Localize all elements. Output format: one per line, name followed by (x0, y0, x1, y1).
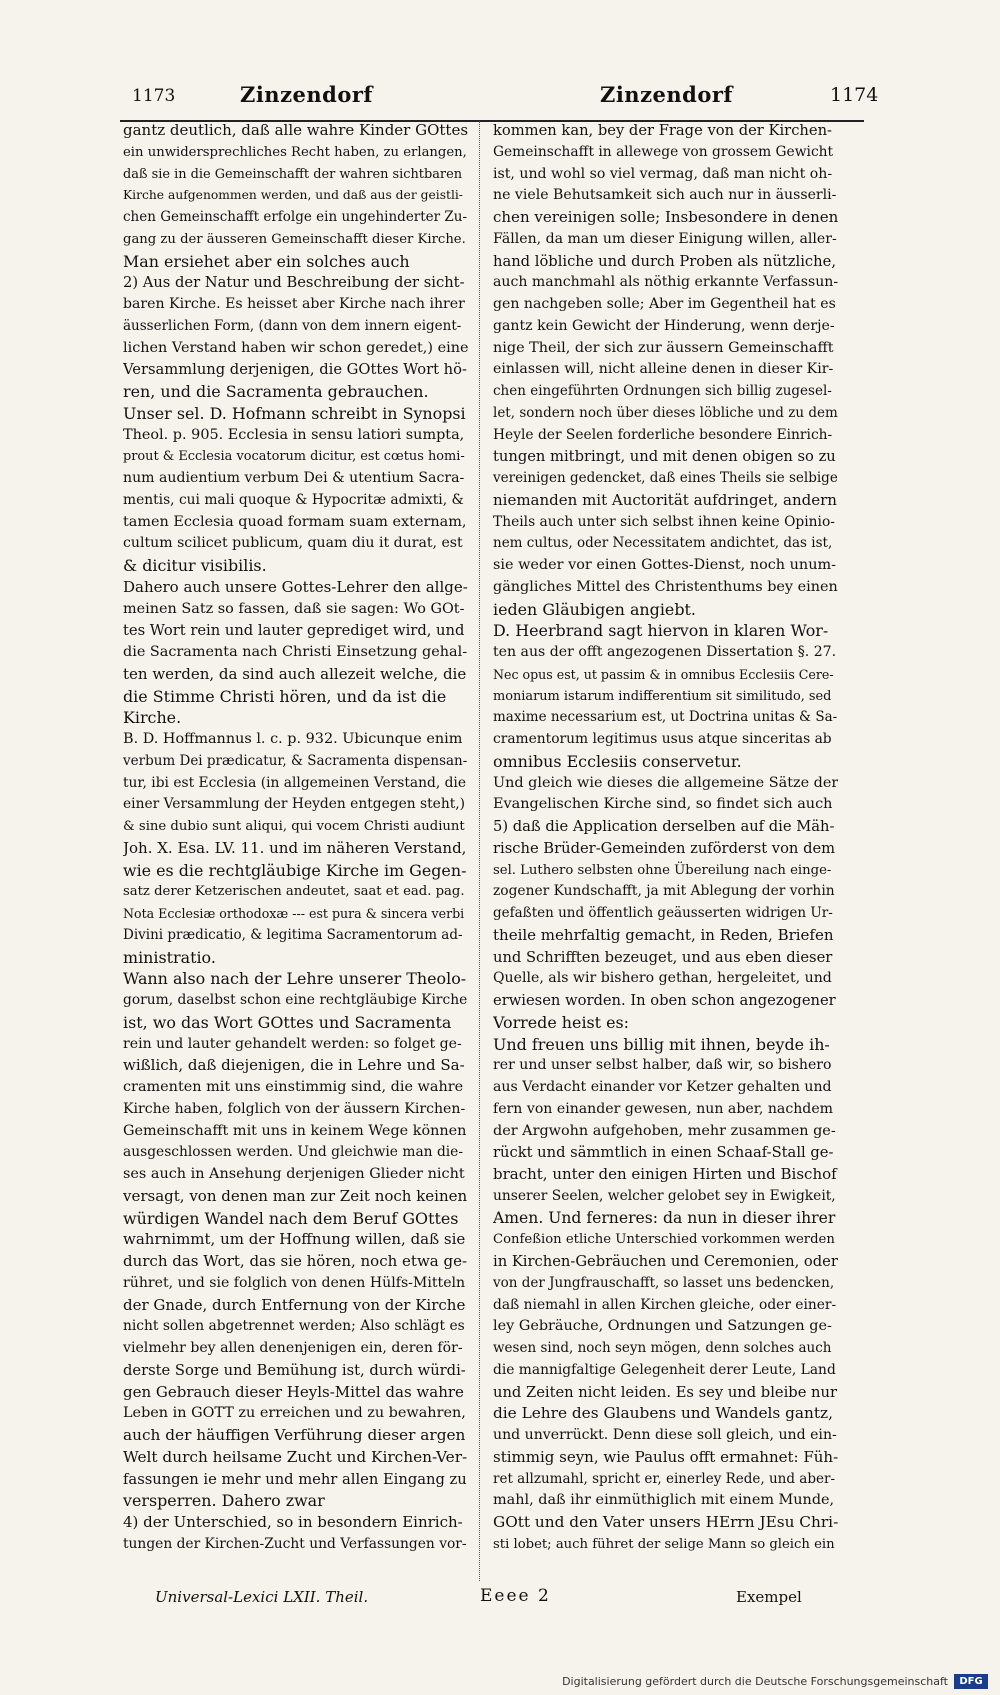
text-line: chen eingeführten Ordnungen sich billig zugesel- (493, 383, 832, 399)
text-line: einlassen will, nicht alleine denen in dieser Kir- (493, 361, 834, 378)
text-line: mahl, daß ihr einmüthiglich mit einem Munde, (493, 1492, 835, 1509)
right-running-head: Zinzendorf (600, 82, 733, 107)
text-line: Vorrede heist es: (493, 1012, 630, 1032)
text-line: & dicitur visibilis. (123, 556, 267, 575)
text-line: aus Verdacht einander vor Ketzer gehalten und (493, 1079, 832, 1095)
text-line: versagt, von denen man zur Zeit noch keinen (123, 1186, 468, 1205)
text-line: theile mehrfaltig gemacht, in Reden, Briefen (493, 925, 834, 944)
text-line: rein und lauter gehandelt werden: so folget ge- (123, 1035, 462, 1052)
text-line: Fällen, da man um dieser Einigung willen, aller- (493, 230, 837, 247)
text-line: 2) Aus der Natur und Beschreibung der sicht- (123, 274, 465, 292)
right-column-number: 1174 (830, 84, 879, 106)
text-line: in Kirchen-Gebräuchen und Ceremonien, oder (493, 1253, 838, 1270)
dfg-logo: DFG (954, 1674, 988, 1689)
text-line: sel. Luthero selbsten ohne Übereilung nach einge- (493, 862, 832, 878)
text-line: Unser sel. D. Hofmann schreibt in Synopsi (123, 403, 466, 423)
text-line: derste Sorge und Bemühung ist, durch würdi- (123, 1361, 466, 1379)
text-line: Gemeinschafft in allewege von grossem Gewicht (493, 143, 834, 160)
text-line: ieden Gläubigen angiebt. (493, 599, 696, 619)
text-line: rische Brüder-Gemeinden zuförderst von dem (493, 839, 836, 857)
right-text-column (493, 120, 838, 1556)
sheet-signature: Eeee 2 (480, 1586, 551, 1606)
text-line: die Sacramenta nach Christi Einsetzung gehal- (123, 644, 468, 660)
text-line: ist, und wohl so viel vermag, daß man nicht oh- (493, 165, 833, 182)
text-line: erwiesen worden. In oben schon angezogener (493, 992, 836, 1009)
text-line: ren, und die Sacramenta gebrauchen. (123, 382, 429, 401)
text-line: auch manchmahl als nöthig erkannte Verfassun- (493, 274, 838, 291)
text-line: gefaßten und öffentlich geäusserten widrigen Ur- (493, 905, 833, 921)
text-line: gängliches Mittel des Christenthums bey einen (493, 578, 838, 595)
page-footer (120, 1588, 864, 1612)
text-line: Leben in GOTT zu erreichen und zu bewahren, (123, 1405, 466, 1422)
text-line: ministratio. (123, 947, 216, 967)
text-line: Kirche. (123, 708, 182, 728)
text-line: rühret, und sie folglich von denen Hülfs-Mitteln (123, 1274, 466, 1291)
text-line: maxime necessarium est, ut Doctrina unitas & Sa- (493, 709, 838, 726)
text-line: lichen Verstand haben wir schon geredet,) eine (123, 339, 468, 356)
text-line: cultum scilicet publicum, quam diu it durat, est (123, 535, 463, 552)
text-line: Divini prædicatio, & legitima Sacramentorum ad- (123, 926, 463, 943)
text-line: fern von einander gewesen, nun aber, nachdem (493, 1100, 834, 1117)
text-line: sti lobet; auch führet der selige Mann so gleich ein (493, 1536, 835, 1552)
volume-signature: Universal-Lexici LXII. Theil. (155, 1588, 369, 1606)
text-line: mentis, cui mali quoque & Hypocritæ admixti, & (123, 491, 464, 508)
digitization-bar (0, 1670, 1000, 1695)
text-line: würdigen Wandel nach dem Beruf GOttes (123, 1208, 459, 1228)
text-line: gang zu der äusseren Gemeinschafft dieser Kirche. (123, 231, 466, 247)
digitization-notice: Digitalisierung gefördert durch die Deutsche Forschungsgemeinschaft (562, 1675, 948, 1688)
text-line: let, sondern noch über dieses löbliche und zu dem (493, 404, 838, 421)
text-line: nige Theil, der sich zur äussern Gemeinschafft (493, 339, 834, 356)
text-line: kommen kan, bey der Frage von der Kirchen- (493, 122, 832, 139)
text-line: ne viele Behutsamkeit sich auch nur in äusserli- (493, 187, 837, 204)
text-line: Amen. Und ferneres: da nun in dieser ihrer (493, 1208, 836, 1227)
text-line: chen Gemeinschafft erfolge ein ungehinderter Zu- (123, 209, 468, 225)
text-line: hand löbliche und durch Proben als nützliche, (493, 252, 836, 270)
text-line: Nec opus est, ut passim & in omnibus Ecclesiis Cere- (493, 666, 834, 682)
text-line: vereinigen gedencket, daß eines Theils sie selbige (493, 470, 838, 486)
text-line: baren Kirche. Es heisset aber Kirche nach ihrer (123, 296, 465, 312)
text-line: rer und unser selbst halber, daß wir, so bishero (493, 1057, 832, 1074)
text-line: Quelle, als wir bishero gethan, hergeleitet, und (493, 970, 832, 987)
text-line: fassungen ie mehr und mehr allen Eingang zu (123, 1470, 467, 1488)
text-line: wie es die rechtgläubige Kirche im Gegen- (123, 860, 467, 880)
text-line: sie weder vor einen Gottes-Dienst, noch unum- (493, 557, 836, 573)
text-line: die mannigfaltige Gelegenheit derer Leute, Land (493, 1361, 836, 1378)
text-line: Wann also nach der Lehre unserer Theolo- (123, 969, 467, 989)
text-line: Gemeinschafft mit uns in keinem Wege können (123, 1122, 467, 1139)
text-line: daß sie in die Gemeinschafft der wahren sichtbaren (123, 166, 463, 182)
text-line: versperren. Dahero zwar (123, 1491, 325, 1511)
text-line: cramenten mit uns einstimmig sind, die wahre (123, 1079, 464, 1095)
text-line: Versammlung derjenigen, die GOttes Wort hö- (123, 361, 467, 379)
text-line: gen Gebrauch dieser Heyls-Mittel das wahre (123, 1382, 464, 1401)
text-line: & sine dubio sunt aliqui, qui vocem Christi audiunt (123, 819, 465, 834)
text-line: durch das Wort, das sie hören, noch etwa ge- (123, 1252, 468, 1270)
text-line: Welt durch heilsame Zucht und Kirchen-Ver- (123, 1447, 468, 1466)
page-header (120, 80, 879, 120)
text-line: moniarum istarum indifferentium sit similitudo, sed (493, 688, 832, 704)
text-line: Man ersiehet aber ein solches auch (123, 251, 410, 271)
text-line: 5) daß die Application derselben auf die Mäh- (493, 818, 835, 835)
text-line: nicht sollen abgetrennet werden; Also schlägt es (123, 1318, 465, 1335)
text-line: satz derer Ketzerischen andeutet, saat et ead. pag. (123, 884, 465, 900)
text-line: äusserlichen Form, (dann von dem innern eigent- (123, 317, 462, 334)
left-text-column (123, 120, 468, 1556)
text-line: stimmig seyn, wie Paulus offt ermahnet: Füh- (493, 1447, 838, 1466)
text-line: tur, ibi est Ecclesia (in allgemeinen Verstand, die (123, 774, 467, 791)
text-line: ten aus der offt angezogenen Dissertation §. 27. (493, 644, 837, 660)
text-line: D. Heerbrand sagt hiervon in klaren Wor- (493, 621, 829, 641)
text-line: tamen Ecclesia quoad formam suam externam, (123, 513, 467, 530)
text-line: wesen sind, noch seyn mögen, denn solches auch (493, 1340, 832, 1356)
text-line: B. D. Hoffmannus l. c. p. 932. Ubicunque enim (123, 731, 463, 747)
text-line: Dahero auch unsere Gottes-Lehrer den allge- (123, 577, 468, 596)
text-line: GOtt und den Vater unsers HErrn JEsu Chri- (493, 1513, 838, 1531)
text-line: einer Versammlung der Heyden entgegen steht,) (123, 796, 466, 813)
text-line: der Gnade, durch Entfernung von der Kirche (123, 1295, 466, 1314)
text-line: wißlich, daß diejenigen, die in Lehre und Sa- (123, 1056, 465, 1075)
text-line: und Schrifften bezeuget, und aus eben dieser (493, 948, 833, 966)
column-divider (479, 121, 481, 1581)
text-line: ein unwidersprechliches Recht haben, zu erlangen, (123, 144, 467, 160)
text-line: nem cultus, oder Necessitatem andichtet, das ist, (493, 535, 833, 552)
text-line: die Lehre des Glaubens und Wandels gantz, (493, 1404, 833, 1423)
text-line: rückt und sämmtlich in einen Schaaf-Stall ge- (493, 1144, 834, 1162)
text-line: Confeßion etliche Unterschied vorkommen werden (493, 1232, 835, 1248)
text-line: tungen der Kirchen-Zucht und Verfassungen vor- (123, 1535, 467, 1552)
text-line: gorum, daselbst schon eine rechtgläubige Kirche (123, 992, 468, 1008)
text-line: ses auch in Ansehung derjenigen Glieder nicht (123, 1166, 465, 1182)
text-line: und Zeiten nicht leiden. Es sey und bleibe nur (493, 1383, 838, 1401)
text-line: Joh. X. Esa. LV. 11. und im näheren Verstand, (123, 838, 467, 857)
text-line: Theol. p. 905. Ecclesia in sensu latiori sumpta, (123, 426, 465, 443)
text-line: unserer Seelen, welcher gelobet sey in Ewigkeit, (493, 1187, 836, 1204)
text-line: prout & Ecclesia vocatorum dicitur, est cœtus homi- (123, 449, 465, 465)
text-line: der Argwohn aufgehoben, mehr zusammen ge- (493, 1122, 836, 1139)
text-line: und unverrückt. Denn diese soll gleich, und ein- (493, 1427, 837, 1443)
text-line: gen nachgeben solle; Aber im Gegentheil hat es (493, 296, 836, 312)
text-line: tes Wort rein und lauter geprediget wird, und (123, 622, 465, 640)
text-line: 4) der Unterschied, so in besondern Einrich- (123, 1513, 463, 1531)
text-line: die Stimme Christi hören, und da ist die (123, 686, 447, 706)
text-line: tungen mitbringt, und mit denen obigen so zu (493, 448, 836, 466)
text-line: Und freuen uns billig mit ihnen, beyde ih- (493, 1034, 830, 1054)
text-line: ausgeschlossen werden. Und gleichwie man die- (123, 1144, 464, 1161)
left-column-number: 1173 (132, 86, 176, 106)
text-line: Theils auch unter sich selbst ihnen keine Opinio- (493, 513, 835, 530)
text-line: zogener Kundschafft, ja mit Ablegung der vorhin (493, 883, 835, 900)
text-line: Und gleich wie dieses die allgemeine Sätze der (493, 774, 838, 791)
left-running-head: Zinzendorf (240, 82, 373, 107)
text-line: ist, wo das Wort GOttes und Sacramenta (123, 1012, 452, 1032)
text-line: auch der häuffigen Verführung dieser argen (123, 1426, 466, 1444)
text-line: gantz kein Gewicht der Hinderung, wenn derje- (493, 317, 835, 334)
text-line: ret allzumahl, spricht er, einerley Rede, und aber- (493, 1470, 836, 1487)
text-line: bracht, unter den einigen Hirten und Bischof (493, 1165, 837, 1183)
text-line: Nota Ecclesiæ orthodoxæ --- est pura & sincera verbi (123, 906, 465, 921)
text-line: von der Jungfrauschafft, so lasset uns bedencken, (493, 1274, 835, 1291)
text-line: Evangelischen Kirche sind, so findet sich auch (493, 796, 833, 813)
text-line: Heyle der Seelen forderliche besondere Einrich- (493, 426, 833, 443)
text-line: Kirche aufgenommen werden, und daß aus der geistli- (123, 188, 463, 203)
text-line: wahrnimmt, um der Hoffnung willen, daß sie (123, 1230, 466, 1249)
text-line: ten werden, da sind auch allezeit welche, die (123, 664, 467, 683)
text-line: Kirche haben, folglich von der äussern Kirchen- (123, 1100, 466, 1117)
text-line: cramentorum legitimus usus atque sinceritas ab (493, 731, 832, 747)
text-line: verbum Dei prædicatur, & Sacramenta dispensan- (123, 752, 468, 769)
text-line: gantz deutlich, daß alle wahre Kinder GOttes (123, 121, 468, 139)
catchword: Exempel (736, 1588, 802, 1606)
text-line: num audientium verbum Dei & utentium Sacra- (123, 470, 465, 486)
text-line: omnibus Ecclesiis conservetur. (493, 751, 742, 771)
text-line: daß niemahl in allen Kirchen gleiche, oder einer- (493, 1296, 837, 1313)
text-line: ley Gebräuche, Ordnungen und Satzungen ge- (493, 1318, 832, 1335)
text-line: meinen Satz so fassen, daß sie sagen: Wo GOt- (123, 600, 465, 617)
text-line: niemanden mit Auctorität aufdringet, andern (493, 490, 837, 509)
text-line: vielmehr bey allen denenjenigen ein, deren för- (123, 1340, 463, 1356)
text-line: chen vereinigen solle; Insbesondere in denen (493, 208, 838, 226)
